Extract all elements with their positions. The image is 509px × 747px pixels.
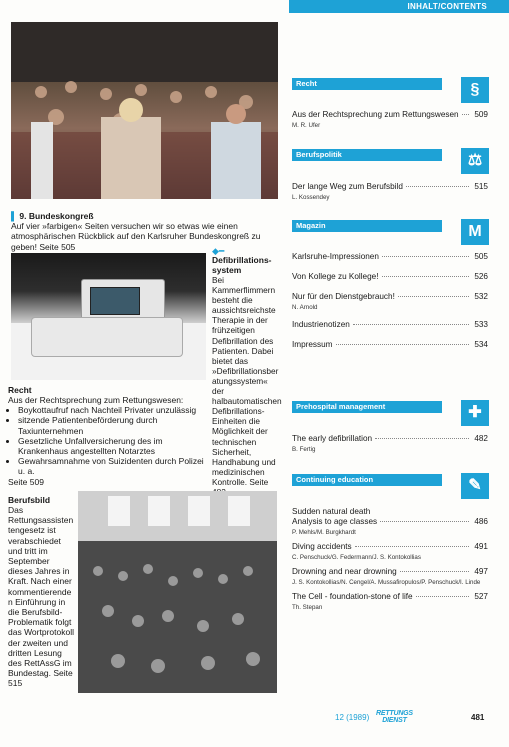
- toc-entry-page: 515: [474, 182, 488, 191]
- toc-entry-title: The early defibrillation: [292, 434, 373, 443]
- toc-entry-title: Aus der Rechtsprechung zum Rettungswesen: [292, 110, 459, 119]
- toc-entry-title: The Cell - foundation-stone of life: [292, 592, 413, 601]
- bundestag-photo: [78, 491, 277, 693]
- congress-photo: [11, 22, 278, 199]
- toc-entry-page: 505: [474, 252, 488, 261]
- defib-text: Bei Kammerflimmern besteht die aussichtsreichste Therapie in der frühzeitigen Defibrillation des Patienten. Dabei bietet das »Defibrillationsberatungssystem« der halbautomatischen Defibrillations-Einheiten die Möglichkeit der technischen Sicherheit, Handhabung und medizinischen Kontrolle. Seite: [212, 275, 282, 487]
- toc-entry-page: 532: [474, 292, 488, 301]
- section-title: Recht: [296, 79, 317, 88]
- header-bar: [289, 0, 509, 13]
- toc-entry-title: Drowning and near drowning: [292, 567, 397, 576]
- section-bar-continuing-education: [292, 474, 442, 486]
- toc-entry-page: 527: [474, 592, 488, 601]
- toc-entry-page: 534: [474, 340, 488, 349]
- kongress-title: Bundeskongreß: [28, 211, 94, 221]
- section-magazine-icon: M: [461, 219, 489, 245]
- toc-entry[interactable]: [292, 434, 488, 455]
- toc-entry-author: M. R. Ufer: [292, 122, 321, 129]
- recht-list: [8, 405, 208, 476]
- defib-title: Defibrillations-system: [212, 255, 272, 275]
- toc-entry-title: Von Kollege zu Kollege!: [292, 272, 379, 281]
- toc-entry[interactable]: [292, 252, 488, 262]
- defib-arrow-icon: ◆━: [212, 246, 225, 256]
- congress-crowd-illustration: [11, 22, 278, 199]
- section-pillars-icon: ⚖: [461, 148, 489, 174]
- defibrillator-photo: [11, 253, 206, 380]
- kongress-number: 9.: [19, 211, 27, 221]
- toc-entry[interactable]: [292, 567, 488, 588]
- defibrillator-screen: [90, 287, 140, 315]
- toc-entry-title: Diving accidents: [292, 542, 352, 551]
- toc-entry-page: 486: [474, 517, 488, 526]
- berufsbild-text: Das Rettungsassistentengesetz ist verabschiedet und tritt im September dieses Jahres in Kraft. Nach einer kommentierenden Einführung in die Berufsbild-Problematik folgt das Wortprotokoll der zweiten und dritten Lesung des RettAssG im Bundestag. Seite 515: [8, 505, 74, 689]
- toc-entry[interactable]: [292, 182, 488, 203]
- kongress-text: Auf vier »farbigen« Seiten versuchen wir so etwas wie einen atmosphärischen Rückblick auf den Karlsruher Bundeskongreß zu geben! Seite 505: [11, 221, 261, 252]
- recht-intro: Aus der Rechtsprechung zum Rettungswesen:: [8, 395, 184, 405]
- toc-entry-title: Nur für den Dienstgebrauch!: [292, 292, 395, 301]
- toc-entry[interactable]: [292, 542, 488, 563]
- kongress-caption: [11, 211, 281, 252]
- defib-column: [212, 247, 282, 497]
- recht-item: • Gesetzliche Unfallversicherung des im Krankenhaus angestellten Notarztes: [18, 436, 208, 456]
- toc-entry[interactable]: [292, 110, 488, 131]
- toc-entry-author: Th. Stepan: [292, 604, 323, 611]
- berufsbild-column: [8, 495, 74, 689]
- toc-entry-title: Industrienotizen: [292, 320, 350, 329]
- section-title: Magazin: [296, 221, 326, 230]
- section-bar-prehospital: [292, 401, 442, 413]
- section-title: Berufspolitik: [296, 150, 342, 159]
- footer-issue: 12 (1989): [335, 713, 370, 722]
- section-title: Prehospital management: [296, 402, 386, 411]
- toc-entry-title: Sudden natural death: [292, 507, 371, 516]
- recht-item: • Gewahrsamnahme von Suizidenten durch Polizei u. a.: [18, 456, 208, 476]
- footer-logo-line1: RETTUNGS: [376, 710, 413, 717]
- toc-entry-author: J. S. Kontokollias/N. Cengel/A. Mussafiropulos/P. Penschuck/I. Linde: [292, 579, 481, 586]
- recht-item: • Boykottaufruf nach Nachteil Privater unzulässig: [18, 405, 208, 415]
- toc-entry-page: 526: [474, 272, 488, 281]
- berufsbild-title: Berufsbild: [8, 495, 51, 505]
- footer-logo-line2: DIENST: [382, 717, 407, 724]
- toc-entry-author: L. Kossendey: [292, 194, 330, 201]
- section-bar-recht: [292, 78, 442, 90]
- recht-item: • sitzende Patientenbeförderung durch Taxiunternehmen: [18, 415, 208, 435]
- toc-entry-author: B. Fertig: [292, 446, 316, 453]
- section-ambulance-icon: ✚: [461, 400, 489, 426]
- toc-entry[interactable]: [292, 340, 488, 350]
- toc-entry[interactable]: [292, 592, 488, 613]
- toc-entry-author: N. Arnold: [292, 304, 318, 311]
- bundestag-illustration: [78, 491, 277, 693]
- footer-logo: [376, 710, 413, 724]
- header-title: INHALT/CONTENTS: [407, 2, 487, 11]
- toc-entry-author: P. Mehls/M. Burgkhardt: [292, 529, 356, 536]
- toc-entry-title: Impressum: [292, 340, 333, 349]
- footer-page-number: 481: [471, 713, 485, 722]
- toc-entry-author: C. Penschuck/G. Federmann/J. S. Kontokollias: [292, 554, 421, 561]
- recht-page: Seite 509: [8, 476, 44, 487]
- section-bar-magazin: [292, 220, 442, 232]
- section-bar-berufspolitik: [292, 149, 442, 161]
- section-title: Continuing education: [296, 475, 374, 484]
- toc-entry[interactable]: [292, 507, 488, 538]
- kongress-marker: ▌: [11, 211, 18, 221]
- toc-entry-page: 509: [474, 110, 488, 119]
- toc-entry-title: Der lange Weg zum Berufsbild: [292, 182, 403, 191]
- section-paragraph-icon: §: [461, 77, 489, 103]
- toc-entry-page: 491: [474, 542, 488, 551]
- toc-entry[interactable]: [292, 272, 488, 282]
- toc-entry[interactable]: [292, 292, 488, 313]
- toc-entry-page: 533: [474, 320, 488, 329]
- toc-entry-page: 482: [474, 434, 488, 443]
- section-teaching-icon: ✎: [461, 473, 489, 499]
- toc-entry-title: Karlsruhe-Impressionen: [292, 252, 379, 261]
- toc-entry-title-line2: Analysis to age classes: [292, 517, 378, 526]
- toc-entry-page: 497: [474, 567, 488, 576]
- toc-entry[interactable]: [292, 320, 488, 330]
- recht-block: [8, 385, 208, 487]
- recht-title: Recht: [8, 385, 32, 395]
